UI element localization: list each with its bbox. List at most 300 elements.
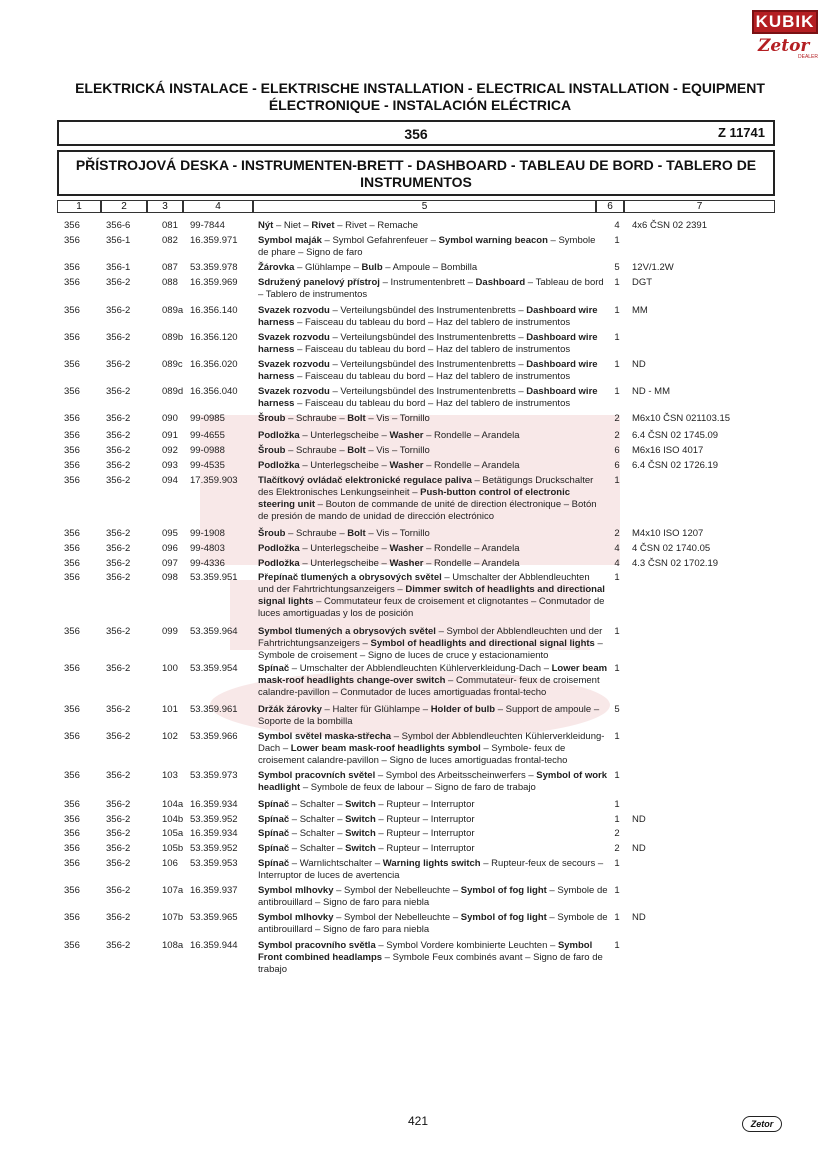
french-spanish-name: – Rupteur-feux de secours – Interruptor de luces de avertencia <box>258 858 604 881</box>
cell-col2: 356-2 <box>106 445 131 456</box>
cell-col4: 53.359.964 <box>190 626 238 637</box>
cell-col4: 17.359.903 <box>190 475 238 486</box>
cell-note: ND <box>632 359 646 370</box>
cell-col4: 53.359.953 <box>190 858 238 869</box>
czech-name: Symbol mlhovky <box>258 912 334 923</box>
cell-col3: 100 <box>162 663 178 674</box>
english-name: Washer <box>389 460 424 471</box>
french-spanish-name: – Symbole de croisement – Signo de luces de cruce y estacionamiento <box>258 638 603 661</box>
cell-col3: 081 <box>162 220 178 231</box>
cell-col1: 356 <box>64 277 80 288</box>
czech-name: Symbol pracovních světel <box>258 770 376 781</box>
section-code: Z 11741 <box>718 125 765 140</box>
cell-note: ND <box>632 912 646 923</box>
german-name: – Verteilungsbündel des Instrumentenbretts – <box>329 386 527 397</box>
cell-quantity: 1 <box>614 475 620 486</box>
cell-col3: 108a <box>162 940 184 951</box>
cell-col1: 356 <box>64 262 80 273</box>
cell-quantity: 2 <box>614 413 620 424</box>
cell-col4: 53.359.951 <box>190 572 238 583</box>
czech-name: Symbol maják <box>258 235 322 246</box>
cell-col3: 104b <box>162 814 184 825</box>
cell-col1: 356 <box>64 359 80 370</box>
german-name: – Unterlegscheibe – <box>299 543 390 554</box>
french-spanish-name: – Vis – Tornillo <box>365 528 430 539</box>
cell-col1: 356 <box>64 235 80 246</box>
german-name: – Unterlegscheibe – <box>299 558 390 569</box>
english-name: Lower beam mask-roof headlights change-over switch <box>258 663 608 686</box>
english-name: Switch <box>345 828 376 839</box>
german-name: – Schraube – <box>285 413 348 424</box>
cell-quantity: 1 <box>614 814 620 825</box>
french-spanish-name: – Symbole- feux de croisement calandre-pavillon – Signo de luces amortiguadas frontal-techo <box>258 743 568 766</box>
column-header: 4 <box>183 200 253 213</box>
czech-name: Podložka <box>258 460 300 471</box>
cell-col1: 356 <box>64 332 80 343</box>
cell-col1: 356 <box>64 885 80 896</box>
english-name: Washer <box>389 430 424 441</box>
cell-col2: 356-2 <box>106 475 131 486</box>
english-name: Washer <box>389 543 424 554</box>
french-spanish-name: – Rivet – Remache <box>334 220 419 231</box>
cell-col4: 99-4803 <box>190 543 225 554</box>
cell-col3: 098 <box>162 572 178 583</box>
cell-col1: 356 <box>64 460 80 471</box>
english-name: Switch <box>345 799 376 810</box>
czech-name: Podložka <box>258 543 300 554</box>
cell-description <box>258 770 608 794</box>
kubik-zetor-logo <box>752 10 818 60</box>
english-name: Push-button control of electronic steering unit <box>258 487 571 510</box>
cell-col4: 53.359.973 <box>190 770 238 781</box>
english-name: Symbol of fog light <box>460 912 547 923</box>
cell-note: 4.3 ČSN 02 1702.19 <box>632 558 719 569</box>
french-spanish-name: – Commutateur- feux de croisement calandre-pavillon – Conmutador de luces amortiguadas frontal-techo <box>258 675 600 698</box>
cell-col2: 356-2 <box>106 940 131 951</box>
cell-note: M4x10 ISO 1207 <box>632 528 704 539</box>
czech-name: Spínač <box>258 814 290 825</box>
cell-col3: 094 <box>162 475 178 486</box>
cell-quantity: 4 <box>614 220 620 231</box>
column-header: 2 <box>101 200 147 213</box>
cell-col2: 356-2 <box>106 885 131 896</box>
column-header: 5 <box>253 200 596 213</box>
english-name: Dashboard wire harness <box>258 359 598 382</box>
french-spanish-name: – Symbole Feux combinés avant – Signo de faro de trabajo <box>258 952 603 975</box>
cell-col2: 356-2 <box>106 359 131 370</box>
cell-col4: 53.359.961 <box>190 704 238 715</box>
cell-quantity: 1 <box>614 332 620 343</box>
cell-col1: 356 <box>64 940 80 951</box>
cell-description <box>258 814 608 826</box>
cell-note: 4x6 ČSN 02 2391 <box>632 220 707 231</box>
cell-col2: 356-2 <box>106 731 131 742</box>
cell-col2: 356-2 <box>106 386 131 397</box>
cell-note: 6.4 ČSN 02 1745.09 <box>632 430 719 441</box>
cell-col4: 53.359.952 <box>190 814 238 825</box>
czech-name: Spínač <box>258 858 290 869</box>
english-name: Warning lights switch <box>382 858 481 869</box>
french-spanish-name: – Vis – Tornillo <box>365 445 430 456</box>
cell-col1: 356 <box>64 799 80 810</box>
cell-description <box>258 731 608 767</box>
english-name: Switch <box>345 843 376 854</box>
cell-col3: 087 <box>162 262 178 273</box>
cell-col2: 356-2 <box>106 626 131 637</box>
cell-col2: 356-2 <box>106 558 131 569</box>
cell-col3: 105a <box>162 828 184 839</box>
zetor-footer-logo: Zetor <box>742 1116 782 1132</box>
czech-name: Nýt <box>258 220 274 231</box>
german-name: – Betätigungs Druckschalter des Elektronisches Lenkungseinheit – <box>258 475 594 498</box>
cell-col2: 356-2 <box>106 858 131 869</box>
column-header: 3 <box>147 200 183 213</box>
cell-quantity: 4 <box>614 558 620 569</box>
cell-col1: 356 <box>64 814 80 825</box>
czech-name: Podložka <box>258 430 300 441</box>
cell-quantity: 1 <box>614 940 620 951</box>
cell-note: 4 ČSN 02 1740.05 <box>632 543 711 554</box>
cell-col1: 356 <box>64 626 80 637</box>
french-spanish-name: – Faisceau du tableau du bord – Haz del tablero de instrumentos <box>294 317 571 328</box>
english-name: Dashboard wire harness <box>258 305 598 328</box>
french-spanish-name: – Faisceau du tableau du bord – Haz del tablero de instrumentos <box>294 398 571 409</box>
cell-col3: 095 <box>162 528 178 539</box>
cell-col2: 356-2 <box>106 277 131 288</box>
cell-col1: 356 <box>64 770 80 781</box>
english-name: Bolt <box>347 528 366 539</box>
cell-col1: 356 <box>64 445 80 456</box>
cell-col3: 082 <box>162 235 178 246</box>
cell-quantity: 2 <box>614 828 620 839</box>
english-name: Washer <box>389 558 424 569</box>
cell-col1: 356 <box>64 858 80 869</box>
cell-description <box>258 885 608 909</box>
cell-note: 6.4 ČSN 02 1726.19 <box>632 460 719 471</box>
cell-description <box>258 843 608 855</box>
cell-description <box>258 912 608 936</box>
cell-col3: 089d <box>162 386 184 397</box>
page-title-line2: ÉLECTRONIQUE - INSTALACIÓN ELÉCTRICA <box>268 97 572 113</box>
cell-col4: 53.359.966 <box>190 731 238 742</box>
cell-description <box>258 475 608 523</box>
cell-col2: 356-2 <box>106 770 131 781</box>
czech-name: Spínač <box>258 843 290 854</box>
cell-col4: 16.356.140 <box>190 305 238 316</box>
french-spanish-name: – Rondelle – Arandela <box>423 460 520 471</box>
french-spanish-name: – Ampoule – Bombilla <box>382 262 478 273</box>
french-spanish-name: – Symbole de feux de labour – Signo de faro de trabajo <box>300 782 536 793</box>
cell-col2: 356-2 <box>106 413 131 424</box>
cell-col1: 356 <box>64 543 80 554</box>
cell-col1: 356 <box>64 220 80 231</box>
cell-quantity: 1 <box>614 572 620 583</box>
french-spanish-name: – Tableau de bord – Tablero de instrumentos <box>258 277 604 300</box>
czech-name: Symbol světel maska-střecha <box>258 731 392 742</box>
german-name: – Umschalter der Abblendleuchten und der Fahrtrichtungsanzeigers – <box>258 572 590 595</box>
cell-col3: 092 <box>162 445 178 456</box>
subtitle-line1: PŘÍSTROJOVÁ DESKA - INSTRUMENTEN-BRETT - DASHBOARD - TABLEAU DE BORD - TABLERO DE <box>75 157 757 173</box>
cell-col3: 099 <box>162 626 178 637</box>
cell-col3: 102 <box>162 731 178 742</box>
cell-col2: 356-2 <box>106 828 131 839</box>
cell-description <box>258 305 608 329</box>
czech-name: Spínač <box>258 828 290 839</box>
cell-col2: 356-1 <box>106 262 131 273</box>
cell-quantity: 1 <box>614 770 620 781</box>
french-spanish-name: – Rondelle – Arandela <box>423 430 520 441</box>
cell-col3: 105b <box>162 843 184 854</box>
cell-note: M6x16 ISO 4017 <box>632 445 704 456</box>
cell-description <box>258 543 608 555</box>
cell-note: ND - MM <box>632 386 670 397</box>
cell-description <box>258 220 608 232</box>
cell-quantity: 6 <box>614 460 620 471</box>
cell-col3: 090 <box>162 413 178 424</box>
zetor-logo-text: Zetor <box>758 36 810 56</box>
cell-description <box>258 277 608 301</box>
cell-col4: 16.356.020 <box>190 359 238 370</box>
english-name: Symbol of work headlight <box>258 770 607 793</box>
cell-description <box>258 413 608 425</box>
cell-col3: 089a <box>162 305 184 316</box>
cell-col4: 16.359.934 <box>190 828 238 839</box>
german-name: – Verteilungsbündel des Instrumentenbretts – <box>329 332 527 343</box>
cell-col4: 99-4655 <box>190 430 225 441</box>
czech-name: Spínač <box>258 663 290 674</box>
cell-col1: 356 <box>64 558 80 569</box>
french-spanish-name: – Vis – Tornillo <box>365 413 430 424</box>
cell-col4: 53.359.978 <box>190 262 238 273</box>
cell-col2: 356-1 <box>106 235 131 246</box>
english-name: Rivet <box>311 220 335 231</box>
cell-description <box>258 332 608 356</box>
cell-note: ND <box>632 814 646 825</box>
cell-col2: 356-2 <box>106 460 131 471</box>
page-number: 421 <box>408 1114 429 1128</box>
czech-name: Šroub <box>258 528 286 539</box>
cell-description <box>258 704 608 728</box>
cell-col1: 356 <box>64 430 80 441</box>
cell-note: MM <box>632 305 648 316</box>
subtitle-line2: INSTRUMENTOS <box>360 174 472 190</box>
cell-description <box>258 626 608 662</box>
cell-col3: 107b <box>162 912 184 923</box>
cell-description <box>258 940 608 976</box>
cell-col3: 096 <box>162 543 178 554</box>
cell-quantity: 4 <box>614 543 620 554</box>
czech-name: Žárovka <box>258 262 295 273</box>
cell-description <box>258 460 608 472</box>
german-name: – Warnlichtschalter – <box>289 858 383 869</box>
cell-col4: 16.359.944 <box>190 940 238 951</box>
cell-col3: 089c <box>162 359 183 370</box>
cell-note: DGT <box>632 277 653 288</box>
cell-description <box>258 445 608 457</box>
cell-quantity: 1 <box>614 277 620 288</box>
cell-col4: 99-4535 <box>190 460 225 471</box>
cell-col2: 356-2 <box>106 663 131 674</box>
english-name: Symbol of fog light <box>460 885 547 896</box>
english-name: Bolt <box>347 413 366 424</box>
cell-col1: 356 <box>64 572 80 583</box>
cell-col1: 356 <box>64 912 80 923</box>
cell-description <box>258 262 608 274</box>
german-name: – Symbol der Abblendleuchten und der Fahrtrichtungsanzeigers – <box>258 626 603 649</box>
cell-col1: 356 <box>64 843 80 854</box>
cell-col3: 091 <box>162 430 178 441</box>
cell-quantity: 1 <box>614 885 620 896</box>
cell-quantity: 1 <box>614 858 620 869</box>
cell-col4: 16.359.937 <box>190 885 238 896</box>
cell-col3: 101 <box>162 704 178 715</box>
cell-col1: 356 <box>64 731 80 742</box>
german-name: – Schalter – <box>289 799 346 810</box>
french-spanish-name: – Faisceau du tableau du bord – Haz del tablero de instrumentos <box>294 371 571 382</box>
german-name: – Schalter – <box>289 814 346 825</box>
english-name: Symbol Front combined headlamps <box>258 940 593 963</box>
czech-name: Svazek rozvodu <box>258 386 330 397</box>
cell-description <box>258 799 608 811</box>
cell-col3: 106 <box>162 858 178 869</box>
cell-col2: 356-2 <box>106 305 131 316</box>
cell-description <box>258 235 608 259</box>
french-spanish-name: – Bouton de commande de unité de direction électronique – Botón de presión de mando de unidad de dirección electrónico <box>258 499 597 522</box>
cell-description <box>258 858 608 882</box>
cell-col1: 356 <box>64 828 80 839</box>
cell-quantity: 2 <box>614 843 620 854</box>
cell-description <box>258 572 608 620</box>
german-name: – Symbol des Arbeitsscheinwerfers – <box>375 770 537 781</box>
french-spanish-name: – Symbole de antibrouillard – Signo de faro para niebla <box>258 885 608 908</box>
cell-quantity: 2 <box>614 430 620 441</box>
cell-col4: 16.359.971 <box>190 235 238 246</box>
cell-note: M6x10 ČSN 021103.15 <box>632 413 731 424</box>
cell-col3: 104a <box>162 799 184 810</box>
section-header-box <box>57 120 775 146</box>
french-spanish-name: – Faisceau du tableau du bord – Haz del tablero de instrumentos <box>294 344 571 355</box>
cell-quantity: 5 <box>614 262 620 273</box>
cell-col2: 356-2 <box>106 528 131 539</box>
cell-description <box>258 828 608 840</box>
cell-col1: 356 <box>64 413 80 424</box>
cell-quantity: 2 <box>614 528 620 539</box>
czech-name: Svazek rozvodu <box>258 359 330 370</box>
cell-note: ND <box>632 843 646 854</box>
czech-name: Sdružený panelový přístroj <box>258 277 380 288</box>
german-name: – Schraube – <box>285 528 348 539</box>
dealer-logo-text: DEALER <box>798 54 819 60</box>
cell-col2: 356-2 <box>106 430 131 441</box>
french-spanish-name: – Rupteur – Interruptor <box>375 799 475 810</box>
english-name: Bolt <box>347 445 366 456</box>
cell-col2: 356-2 <box>106 543 131 554</box>
czech-name: Svazek rozvodu <box>258 305 330 316</box>
cell-col4: 99-0988 <box>190 445 225 456</box>
german-name: – Symbol Gefahrenfeuer – <box>321 235 439 246</box>
czech-name: Šroub <box>258 413 286 424</box>
english-name: Bulb <box>361 262 383 273</box>
cell-col1: 356 <box>64 475 80 486</box>
french-spanish-name: – Symbole de phare – Signo de faro <box>258 235 596 258</box>
cell-col1: 356 <box>64 386 80 397</box>
cell-quantity: 1 <box>614 912 620 923</box>
cell-col2: 356-2 <box>106 704 131 715</box>
french-spanish-name: – Symbole de antibrouillard – Signo de faro para niebla <box>258 912 608 935</box>
cell-col1: 356 <box>64 704 80 715</box>
cell-col4: 16.356.040 <box>190 386 238 397</box>
column-header: 1 <box>57 200 101 213</box>
cell-col2: 356-2 <box>106 799 131 810</box>
cell-col4: 53.359.954 <box>190 663 238 674</box>
french-spanish-name: – Rondelle – Arandela <box>423 543 520 554</box>
cell-quantity: 1 <box>614 235 620 246</box>
german-name: – Instrumentenbrett – <box>379 277 476 288</box>
german-name: – Verteilungsbündel des Instrumentenbretts – <box>329 305 527 316</box>
english-name: Holder of bulb <box>430 704 496 715</box>
cell-col2: 356-2 <box>106 572 131 583</box>
german-name: – Symbol Vordere kombinierte Leuchten – <box>375 940 558 951</box>
cell-col2: 356-2 <box>106 912 131 923</box>
czech-name: Tlačítkový ovládač elektronické regulace paliva <box>258 475 472 486</box>
czech-name: Přepínač tlumených a obrysových světel <box>258 572 442 583</box>
french-spanish-name: – Rupteur – Interruptor <box>375 828 475 839</box>
german-name: – Schalter – <box>289 843 346 854</box>
german-name: – Halter für Glühlampe – <box>321 704 431 715</box>
cell-description <box>258 359 608 383</box>
cell-description <box>258 430 608 442</box>
german-name: – Niet – <box>273 220 312 231</box>
cell-col3: 103 <box>162 770 178 781</box>
column-header: 7 <box>624 200 775 213</box>
english-name: Dashboard wire harness <box>258 386 598 409</box>
cell-quantity: 1 <box>614 799 620 810</box>
subtitle-box <box>57 150 775 196</box>
cell-quantity: 1 <box>614 626 620 637</box>
section-number: 356 <box>404 126 428 142</box>
cell-col2: 356-2 <box>106 814 131 825</box>
german-name: – Schalter – <box>289 828 346 839</box>
cell-col4: 16.359.934 <box>190 799 238 810</box>
czech-name: Držák žárovky <box>258 704 322 715</box>
cell-col3: 107a <box>162 885 184 896</box>
column-header: 6 <box>596 200 624 213</box>
czech-name: Symbol pracovního světla <box>258 940 376 951</box>
czech-name: Šroub <box>258 445 286 456</box>
czech-name: Spínač <box>258 799 290 810</box>
cell-col4: 53.359.965 <box>190 912 238 923</box>
cell-quantity: 1 <box>614 386 620 397</box>
cell-col3: 093 <box>162 460 178 471</box>
cell-note: 12V/1.2W <box>632 262 674 273</box>
czech-name: Symbol tlumených a obrysových světel <box>258 626 436 637</box>
cell-col3: 089b <box>162 332 184 343</box>
cell-col2: 356-2 <box>106 843 131 854</box>
english-name: Dashboard wire harness <box>258 332 598 355</box>
english-name: Dimmer switch of headlights and directional signal lights <box>258 584 605 607</box>
french-spanish-name: – Commutateur feux de croisement et clignotantes – Conmutador de luces amortiguadas y los de posición <box>258 596 605 619</box>
cell-col2: 356-6 <box>106 220 131 231</box>
german-name: – Umschalter der Abblendleuchten Kühlerverkleidung-Dach – <box>289 663 552 674</box>
german-name: – Verteilungsbündel des Instrumentenbretts – <box>329 359 527 370</box>
cell-col4: 16.359.969 <box>190 277 238 288</box>
english-name: Lower beam mask-roof headlights symbol <box>290 743 481 754</box>
czech-name: Symbol mlhovky <box>258 885 334 896</box>
cell-quantity: 1 <box>614 663 620 674</box>
kubik-logo-text: KUBIK <box>752 10 818 34</box>
german-name: – Symbol der Abblendleuchten Kühlerverkleidung-Dach – <box>258 731 605 754</box>
cell-description <box>258 528 608 540</box>
